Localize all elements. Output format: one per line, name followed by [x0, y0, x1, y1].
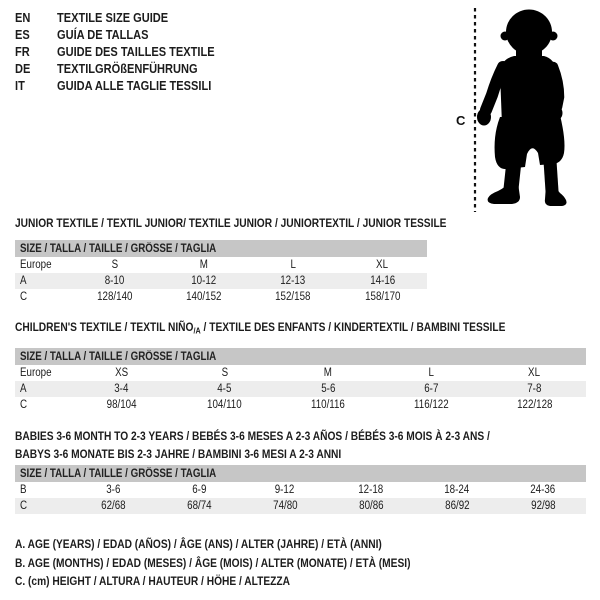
- language-label: [57, 27, 165, 42]
- row-label: C: [20, 500, 28, 512]
- table-cell: 6-9: [191, 484, 207, 496]
- table-cell: 12-13: [280, 275, 306, 287]
- table-cell: XL: [528, 367, 541, 379]
- row-label: B: [20, 484, 27, 496]
- table-header-bar: [15, 465, 586, 482]
- language-label-text: TEXTILGRÖßENFÜHRUNG: [57, 61, 198, 76]
- table-cell: 14-16: [369, 275, 395, 287]
- row-label: A: [20, 383, 27, 395]
- table-cell: 116/122: [413, 399, 449, 411]
- language-code-text: EN: [15, 10, 31, 25]
- table-cell: 4-5: [217, 383, 232, 395]
- language-row-es: [15, 26, 242, 43]
- table-cell: 74/80: [272, 500, 298, 512]
- babies-title-line2: BABYS 3-6 MONATE BIS 2-3 JAHRE / BAMBINI 3-6 MESI A 2-3 ANNI: [15, 447, 342, 461]
- language-label: [57, 44, 242, 59]
- table-cell: S: [221, 367, 229, 379]
- table-cell: 7-8: [527, 383, 542, 395]
- babies-size-table: [15, 465, 586, 514]
- table-row-europe: [15, 257, 427, 273]
- footnote-b: B. AGE (MONTHS) / EDAD (MESES) / ÂGE (MOIS) / ALTER (MONATE) / ETÀ (MESI): [15, 555, 411, 570]
- table-cell: 24-36: [530, 484, 556, 496]
- babies-title-line1: BABIES 3-6 MONTH TO 2-3 YEARS / BEBÉS 3-6 MESES A 2-3 AÑOS / BÉBÉS 3-6 MOIS À 2-3 ANS /: [15, 429, 490, 443]
- table-cell: 3-6: [105, 484, 121, 496]
- children-section-title: [15, 318, 592, 340]
- language-code-text: FR: [15, 44, 30, 59]
- table-cell: 80/86: [358, 500, 384, 512]
- language-label-text: GUIDA ALLE TAGLIE TESSILI: [57, 78, 212, 93]
- table-cell: 6-7: [424, 383, 439, 395]
- table-cell: 3-4: [114, 383, 129, 395]
- table-row-c: [15, 498, 586, 514]
- footnote-c: C. (cm) HEIGHT / ALTURA / HAUTEUR / HÖHE / ALTEZZA: [15, 574, 291, 588]
- table-row-europe: [15, 365, 586, 381]
- language-code: [15, 78, 57, 93]
- table-header-label: SIZE / TALLA / TAILLE / GRÖSSE / TAGLIA: [20, 467, 217, 480]
- language-code: [15, 27, 57, 42]
- table-header-bar: [15, 240, 427, 257]
- table-cell: 122/128: [516, 399, 553, 411]
- language-code: [15, 10, 57, 25]
- baby-silhouette: [477, 10, 567, 207]
- table-header-bar: [15, 348, 586, 365]
- table-row-a: [15, 381, 586, 397]
- row-label: Europe: [20, 259, 52, 271]
- table-cell: 128/140: [96, 291, 133, 303]
- table-cell: 140/152: [186, 291, 222, 303]
- table-cell: 8-10: [104, 275, 125, 287]
- table-cell: 68/74: [186, 500, 212, 512]
- row-label: C: [20, 291, 28, 303]
- table-cell: 12-18: [358, 484, 384, 496]
- table-row-a: [15, 273, 427, 289]
- baby-silhouette-figure: [450, 5, 580, 215]
- table-row-c: [15, 397, 586, 413]
- table-cell: S: [111, 259, 118, 271]
- table-cell: 10-12: [191, 275, 217, 287]
- table-cell: XS: [115, 367, 129, 379]
- table-header-label: SIZE / TALLA / TAILLE / GRÖSSE / TAGLIA: [20, 242, 217, 255]
- table-cell: 104/110: [207, 399, 243, 411]
- table-cell: 92/98: [530, 500, 556, 512]
- language-row-fr: [15, 43, 242, 60]
- table-cell: 18-24: [444, 484, 470, 496]
- table-cell: L: [290, 259, 296, 271]
- table-cell: 86/92: [444, 500, 470, 512]
- row-label: Europe: [20, 367, 52, 379]
- table-cell: 110/116: [311, 399, 345, 411]
- children-section-title-text: CHILDREN'S TEXTILE / TEXTIL $NIÑO_{/A}$ / TEXTILE DES ENFANTS / KINDERTEXTIL / BAMBINI TESSILE: [15, 320, 506, 336]
- row-label: A: [20, 275, 27, 287]
- language-label: [57, 61, 222, 76]
- language-code-text: ES: [15, 27, 30, 42]
- language-legend: [15, 9, 242, 94]
- figure-label-c: C: [456, 113, 466, 128]
- subscript-a: /A: [193, 325, 201, 336]
- language-row-en: [15, 9, 242, 26]
- junior-section-title: [15, 214, 523, 232]
- language-label: [57, 10, 188, 25]
- table-cell: M: [199, 259, 208, 271]
- table-cell: 62/68: [100, 500, 126, 512]
- junior-section-title-text: JUNIOR TEXTILE / TEXTIL JUNIOR/ TEXTILE JUNIOR / JUNIORTEXTIL / JUNIOR TESSILE: [15, 216, 447, 230]
- table-cell: XL: [376, 259, 389, 271]
- language-label-text: GUIDE DES TAILLES TEXTILE: [57, 44, 215, 59]
- language-label: [57, 78, 239, 93]
- language-code: [15, 61, 57, 76]
- table-row-b: [15, 482, 586, 498]
- row-label: C: [20, 399, 28, 411]
- table-cell: M: [323, 367, 333, 379]
- language-row-de: [15, 60, 242, 77]
- table-cell: 152/158: [275, 291, 311, 303]
- table-cell: 5-6: [320, 383, 336, 395]
- babies-section-title: [15, 427, 574, 463]
- table-cell: 98/104: [106, 399, 137, 411]
- language-code-text: IT: [15, 78, 25, 93]
- children-size-table: [15, 348, 586, 413]
- table-cell: 9-12: [275, 484, 295, 496]
- language-code: [15, 44, 57, 59]
- table-cell: L: [428, 367, 434, 379]
- footnote-legend: [15, 535, 480, 591]
- footnote-a: A. AGE (YEARS) / EDAD (AÑOS) / ÂGE (ANS) / ALTER (JAHRE) / ETÀ (ANNI): [15, 537, 382, 551]
- language-label-text: TEXTILE SIZE GUIDE: [57, 10, 169, 25]
- language-code-text: DE: [15, 61, 31, 76]
- language-row-it: [15, 77, 242, 94]
- junior-size-table: [15, 240, 427, 305]
- table-header-label: SIZE / TALLA / TAILLE / GRÖSSE / TAGLIA: [20, 350, 217, 363]
- table-row-c: [15, 289, 427, 305]
- table-cell: 158/170: [364, 291, 401, 303]
- language-label-text: GUÍA DE TALLAS: [57, 27, 149, 42]
